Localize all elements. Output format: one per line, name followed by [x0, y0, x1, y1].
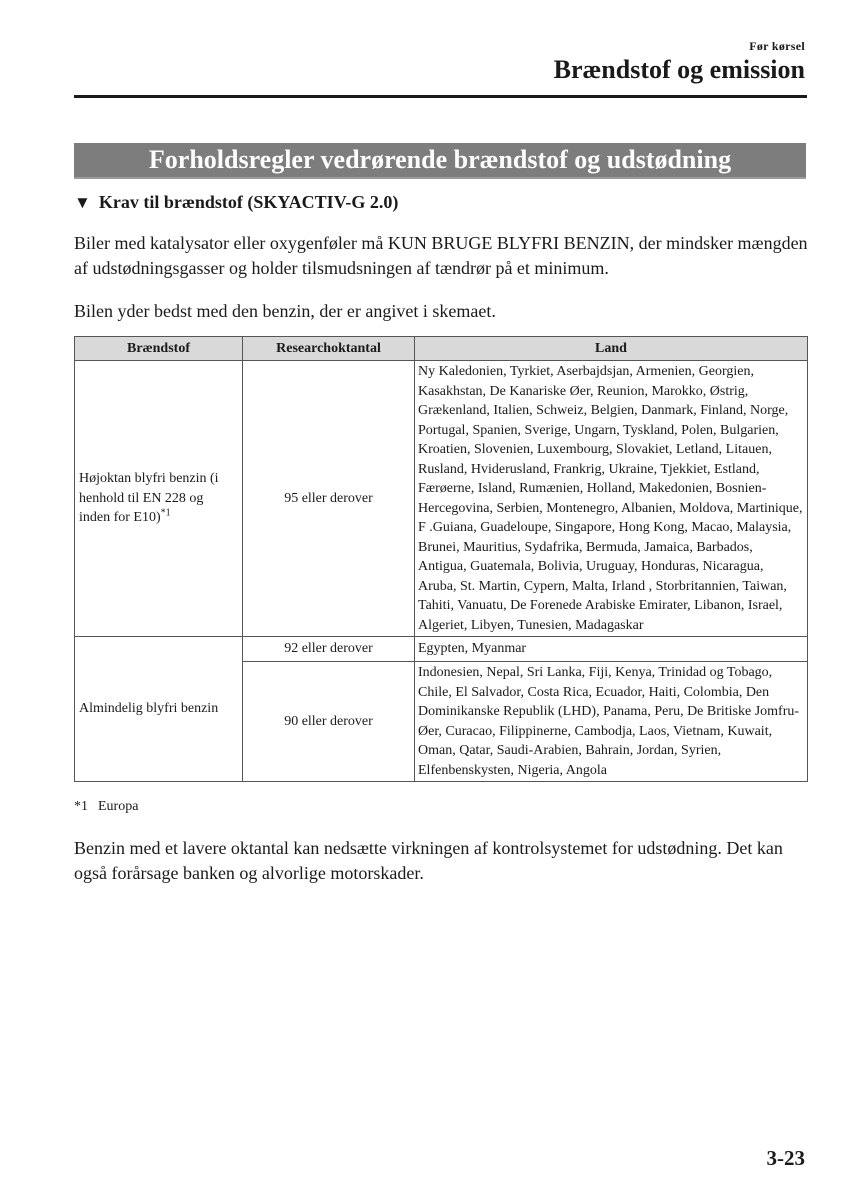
octane-cell: 90 eller derover: [243, 662, 415, 782]
countries-cell: Indonesien, Nepal, Sri Lanka, Fiji, Kenya, Trinidad og Tobago, Chile, El Salvador, Costa Rica, Ecuador, Haiti, Colombia, Den Dominikanske Republik (LHD), Panama, Peru, De Britiske Jomfru-Øer, Curacao, Filippinerne, Cambodja, Laos, Vietnam, Kuwait, Oman, Qatar, Saudi-Arabien, Bahrain, Jordan, Syrien, Elfenbenskysten, Nigeria, Angola: [415, 662, 808, 782]
octane-cell: 95 eller derover: [243, 361, 415, 637]
triangle-marker-icon: ▼: [74, 192, 91, 212]
intro-paragraph: Biler med katalysator eller oxygenføler må KUN BRUGE BLYFRI BENZIN, der mindsker mængden af udstødningsgasser og holder tilsmudsningen af tændrør på et minimum.: [74, 233, 808, 278]
fuel-cell: Almindelig blyfri benzin: [75, 637, 243, 782]
fuel-cell: [75, 361, 243, 637]
banner-title: Forholdsregler vedrørende brændstof og udstødning: [148, 145, 732, 174]
footnote-text: Europa: [98, 799, 139, 814]
table-header-row: [75, 337, 808, 361]
subheading-text: Krav til brændstof (SKYACTIV-G 2.0): [98, 192, 399, 212]
footnote: [74, 799, 138, 815]
column-header-country: Land: [415, 337, 808, 361]
footnote-marker: *1: [160, 507, 171, 519]
countries-cell: Egypten, Myanmar: [415, 637, 808, 662]
page-number: 3-23: [766, 1146, 805, 1170]
fuel-requirements-table: [74, 336, 808, 782]
column-header-fuel: Brændstof: [75, 337, 243, 361]
footnote-symbol: *1: [74, 799, 88, 814]
octane-cell: 92 eller derover: [243, 637, 415, 662]
countries-cell: Ny Kaledonien, Tyrkiet, Aserbajdsjan, Armenien, Georgien, Kasakhstan, De Kanariske Øer, Reunion, Marokko, Østrig, Grækenland, Italien, Schweiz, Belgien, Danmark, Finland, Norge, Portugal, Spanien, Sverige, Ungarn, Tyskland, Polen, Bulgarien, Kroatien, Slovenien, Luxembourg, Slovakiet, Letland, Litauen, Rusland, Hviderusland, Frankrig, Ukraine, Tjekkiet, Estland, Færøerne, Island, Rumænien, Holland, Makedonien, Bosnien-Hercegovina, Serbien, Montenegro, Albanien, Moldova, Martinique, F .Guiana, Guadeloupe, Singapore, Hong Kong, Macao, Malaysia, Brunei, Mauritius, Sydafrika, Bermuda, Jamaica, Barbados, Antigua, Guatemala, Bolivia, Uruguay, Honduras, Nicaragua, Aruba, St. Martin, Cypern, Malta, Irland , Storbritannien, Taiwan, Tahiti, Vanuatu, De Forenede Arabiske Emirater, Libanon, Israel, Algeriet, Libyen, Tunesien, Madagaskar: [415, 361, 808, 637]
fuel-name: Højoktan blyfri benzin (i henhold til EN 228 og inden for E10): [79, 471, 219, 526]
column-header-octane: Researchoktantal: [243, 337, 415, 361]
table-intro-paragraph: Bilen yder bedst med den benzin, der er angivet i skemaet.: [74, 301, 496, 321]
table-row: [75, 361, 808, 637]
header-divider: [74, 95, 807, 98]
table-row: [75, 637, 808, 662]
warning-paragraph: Benzin med et lavere oktantal kan nedsætte virkningen af kontrolsystemet for udstødning. Det kan også forårsage banken og alvorlige motorskader.: [74, 838, 783, 883]
subheading: [74, 192, 398, 213]
chapter-label: Før kørsel: [749, 39, 805, 53]
topic-banner: [74, 143, 806, 179]
section-title: Brændstof og emission: [553, 55, 805, 84]
